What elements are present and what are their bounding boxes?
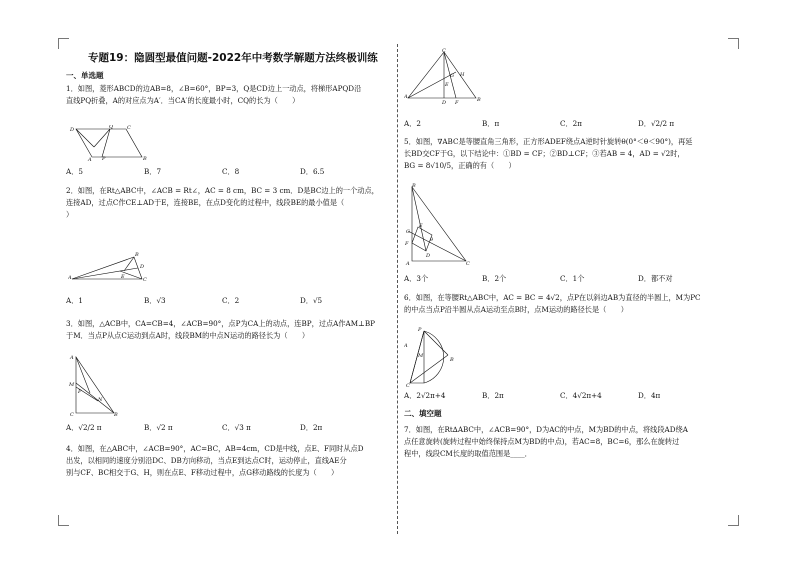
svg-text:D: D [426, 253, 431, 259]
svg-text:A: A [68, 275, 72, 281]
question-text: 直线PQ折叠，A的对应点为A′．当CA′的长度最小时，CQ的长为（ ） [66, 96, 300, 105]
option-d[interactable]: D．2π [300, 423, 323, 432]
svg-text:C: C [406, 383, 410, 387]
question-5 [404, 136, 734, 172]
svg-text:M: M [69, 382, 75, 388]
svg-text:C: C [127, 125, 131, 131]
rhombus-figure [68, 125, 148, 161]
question-1 [66, 83, 391, 107]
option-b[interactable]: B．2π [482, 391, 504, 400]
section-heading-single-choice: 一、单选题 [66, 71, 104, 80]
question-text: 程中，线段CM长度的取值范围是____． [404, 449, 532, 458]
question-text: 6．如图，在等腰Rt△ABC中，AC = BC = 4√2，点P在以斜边AB为直径的半圆上，M为PC [404, 293, 701, 302]
svg-text:G: G [406, 229, 410, 235]
option-a[interactable]: A．1 [66, 296, 83, 305]
question-text: ） [66, 210, 74, 219]
option-c[interactable]: C．2 [222, 296, 240, 305]
question-3 [66, 318, 391, 342]
question-text: 长BD交CF于G，以下结论中：①BD = CF；②BD⊥CF；③若AB = 4，AD = √2时， [404, 149, 685, 158]
question-2-options [66, 295, 391, 307]
option-c[interactable]: C．2π [560, 119, 582, 128]
option-a[interactable]: A．2 [404, 119, 421, 128]
crop-mark [58, 38, 69, 49]
option-c[interactable]: C．4√2π+4 [560, 391, 602, 400]
svg-text:D: D [442, 100, 447, 106]
question-6-options [404, 390, 734, 402]
svg-text:Q: Q [109, 125, 114, 130]
question-text: BG = 8√10/5，正确的有（ ） [404, 161, 516, 170]
question-text: 的中点当点P沿半圆从点A运动至点B时，点M运动的路径长是（ ） [404, 305, 628, 314]
option-d[interactable]: D．4π [638, 391, 661, 400]
svg-text:C: C [70, 412, 74, 417]
question-text: 出发，以相同的速度分别沿DC、DB方向移动，当点E到达点C时，运动停止，直线AE分 [66, 456, 347, 465]
svg-text:G: G [450, 73, 454, 79]
section-heading-fill-blank: 二、填空题 [404, 409, 442, 418]
question-text: 于M．当点P从点C运动到点A时，线段BM的中点N运动的路径长为（ ） [66, 331, 310, 340]
option-d[interactable]: D．都不对 [638, 274, 673, 283]
question-text: 3．如图，△ACB中，CA=CB=4，∠ACB=90°，点P为CA上的动点，连BP，过点A作AM⊥BP [66, 319, 375, 328]
svg-text:B: B [135, 252, 139, 258]
option-c[interactable]: C．8 [222, 167, 240, 176]
question-2 [66, 185, 391, 221]
option-c[interactable]: C．1个 [560, 274, 585, 283]
svg-text:D: D [140, 264, 145, 270]
svg-text:P: P [418, 327, 422, 333]
right-triangle-figure [68, 251, 148, 281]
page-title: 专题19：隐圆型最值问题-2022年中考数学解题方法终极训练 [88, 52, 378, 64]
question-text: 7．如图，在Rt∆ABC中，∠ACB=90°，D为AC的中点，M为BD的中点，将线段AD绕A [404, 425, 688, 434]
isosceles-right-triangle-figure [68, 353, 118, 417]
svg-text:A: A [404, 94, 408, 100]
svg-text:P: P [78, 389, 82, 395]
option-d[interactable]: D．6.5 [300, 167, 325, 176]
question-3-options [66, 422, 391, 434]
question-text: 别与CF、BC相交于G、H，则在点E、F移动过程中，点G移动路线的长度为（ ） [66, 468, 339, 477]
question-4 [66, 443, 391, 479]
svg-text:A: A [406, 261, 410, 267]
column-divider [397, 44, 398, 534]
svg-text:C: C [143, 277, 147, 281]
svg-text:N: N [98, 397, 103, 403]
question-1-options [66, 166, 391, 178]
svg-text:A: A [88, 157, 92, 161]
svg-text:A: A [70, 355, 74, 361]
svg-text:E: E [445, 82, 449, 88]
svg-text:C: C [442, 48, 446, 54]
option-a[interactable]: A．√2/2 π [66, 423, 102, 432]
svg-text:M: M [418, 353, 424, 359]
crop-mark [728, 38, 739, 49]
option-b[interactable]: B．√3 [144, 296, 166, 305]
option-b[interactable]: B．π [482, 119, 500, 128]
option-b[interactable]: B．2个 [482, 274, 507, 283]
question-text: 5．如图，∇ABC是等腰直角三角形，正方形ADEF绕点A逆时针旋转θ(0°＜θ＜90°)，再延 [404, 137, 693, 146]
svg-text:B: B [114, 412, 118, 417]
option-c[interactable]: C．√3 π [222, 423, 251, 432]
option-a[interactable]: A．2√2π+4 [404, 391, 446, 400]
option-a[interactable]: A．5 [66, 167, 83, 176]
svg-text:B: B [143, 156, 147, 161]
question-text: 连接AD，过点C作CE⊥AD于E，连接BE，在点D变化的过程中，线段BE的最小值是（ [66, 198, 345, 207]
question-text: 4．如图，在△ABC中，∠ACB=90°，AC=BC，AB=4cm，CD是中线，点E、F同时从点D [66, 444, 364, 453]
triangle-cd-figure [404, 48, 484, 106]
question-4-options [404, 118, 734, 130]
question-text: 1．如图，菱形ABCD的边AB=8，∠B=60°，BP=3，Q是CD边上一动点，将梯形APQD沿 [66, 84, 362, 93]
svg-text:F: F [455, 100, 459, 106]
svg-text:E: E [121, 274, 125, 280]
question-text: 点任意旋转(旋转过程中始终保持点M为BD的中点)，若AC=8，BC=6，那么在旋转过 [404, 437, 680, 446]
question-6 [404, 292, 734, 316]
svg-text:H: H [460, 72, 465, 78]
svg-text:P: P [102, 156, 106, 161]
svg-text:C: C [466, 261, 470, 267]
svg-text:B: B [412, 183, 416, 189]
rotated-square-figure [404, 183, 474, 267]
question-7 [404, 424, 734, 460]
svg-text:D: D [70, 127, 75, 133]
svg-text:θ: θ [430, 237, 434, 243]
option-a[interactable]: A．3个 [404, 274, 429, 283]
svg-text:A: A [404, 343, 408, 349]
svg-text:B: B [477, 97, 481, 103]
svg-text:E: E [419, 223, 423, 229]
semicircle-figure [404, 325, 470, 387]
crop-mark [728, 515, 739, 526]
option-d[interactable]: D．√5 [300, 296, 323, 305]
option-d[interactable]: D．√2/2 π [638, 119, 675, 128]
question-text: 2．如图，在Rt△ABC中，∠ACB = Rt∠，AC = 8 cm，BC = 3 cm．D是BC边上的一个动点， [66, 186, 379, 195]
crop-mark [58, 515, 69, 526]
svg-text:F: F [405, 241, 409, 247]
option-b[interactable]: B．√2 π [144, 423, 173, 432]
question-5-options [404, 273, 734, 285]
option-b[interactable]: B．7 [144, 167, 162, 176]
svg-text:B: B [450, 357, 454, 363]
